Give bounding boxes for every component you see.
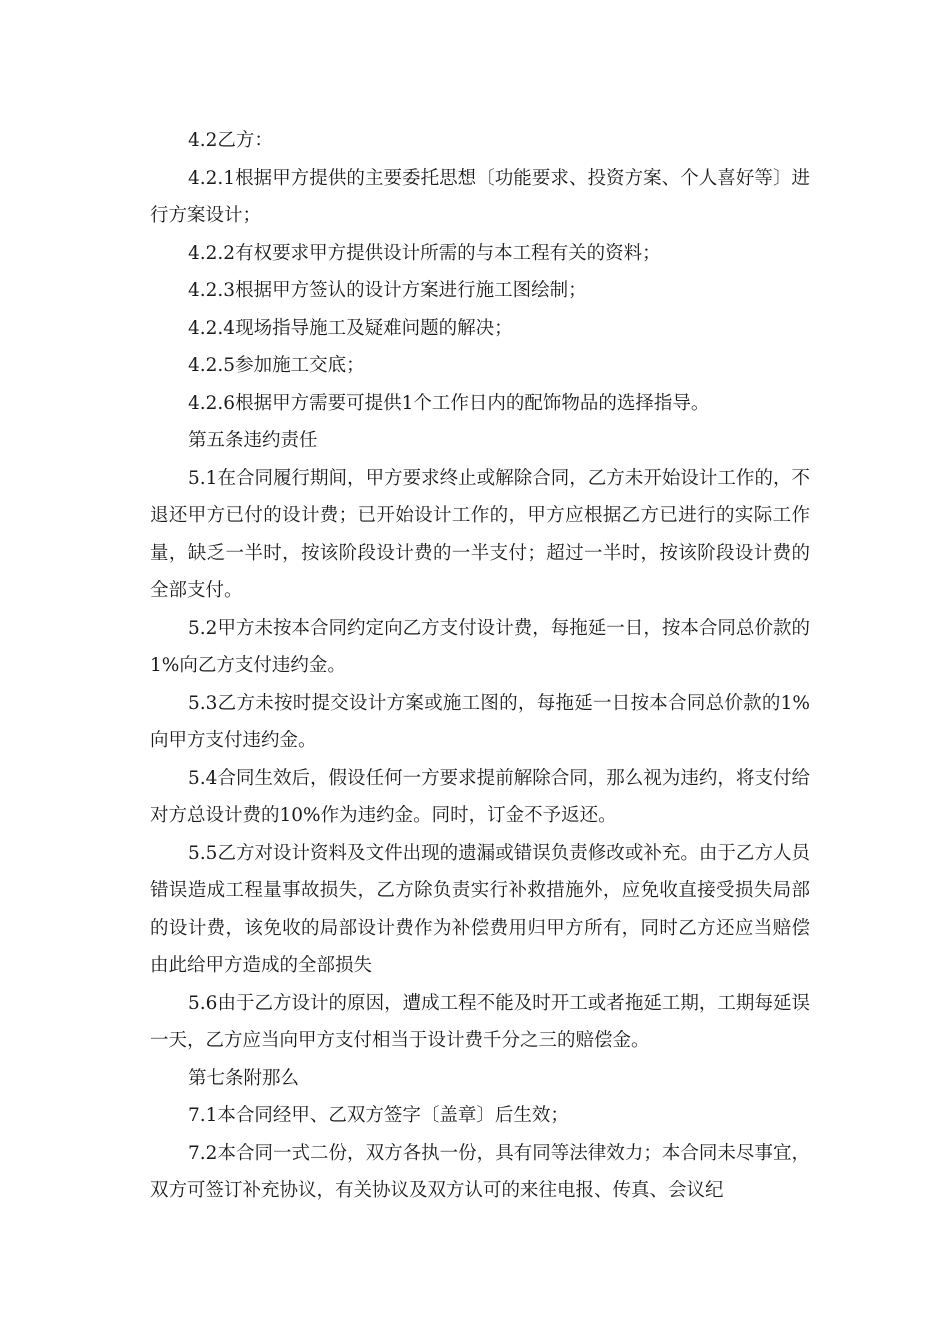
clause-7-2: 7.2本合同一式二份，双方各执一份，具有同等法律效力；本合同未尽事宜，双方可签订补充协议，有关协议及双方认可的来往电报、传真、会议纪 xyxy=(150,1142,810,1201)
clause-4-2: 4.2乙方： xyxy=(188,130,273,151)
clause-7-1: 7.1本合同经甲、乙双方签字〔盖章〕后生效； xyxy=(188,1105,569,1126)
clause-4-2-6: 4.2.6根据甲方需要可提供1个工作日内的配饰物品的选择指导。 xyxy=(188,392,710,414)
clause-5-5: 5.5乙方对设计资料及文件出现的遗漏或错误负责修改或补充。由于乙方人员错误造成工程量事故损失，乙方除负责实行补救措施外，应免收直接受损失局部的设计费，该免收的局部设计费作为补偿费用归甲方所有，同时乙方还应当赔偿由此给甲方造成的全部损失 xyxy=(150,842,810,976)
clause-5-6: 5.6由于乙方设计的原因，遭成工程不能及时开工或者拖延工期，工期每延误一天，乙方应当向甲方支付相当于设计费千分之三的赔偿金。 xyxy=(150,992,810,1051)
clause-4-2-1: 4.2.1根据甲方提供的主要委托思想〔功能要求、投资方案、个人喜好等〕进行方案设计； xyxy=(150,167,810,226)
document-body xyxy=(150,122,810,1210)
clause-5-4: 5.4合同生效后，假设任何一方要求提前解除合同，那么视为违约，将支付给对方总设计费的10%作为违约金。同时，订金不予返还。 xyxy=(150,767,810,826)
clause-5-2: 5.2甲方未按本合同约定向乙方支付设计费，每拖延一日，按本合同总价款的1%向乙方支付违约金。 xyxy=(150,617,810,676)
clause-4-2-5: 4.2.5参加施工交底； xyxy=(188,355,365,376)
clause-5-1: 5.1在合同履行期间，甲方要求终止或解除合同，乙方未开始设计工作的，不退还甲方已付的设计费；已开始设计工作的，甲方应根据乙方已进行的实际工作量，缺乏一半时，按该阶段设计费的一半支付；超过一半时，按该阶段设计费的全部支付。 xyxy=(150,467,810,601)
article-7-heading: 第七条附那么 xyxy=(188,1067,300,1089)
clause-5-3: 5.3乙方未按时提交设计方案或施工图的，每拖延一日按本合同总价款的1%向甲方支付违约金。 xyxy=(150,692,810,751)
clause-4-2-4: 4.2.4现场指导施工及疑难问题的解决； xyxy=(188,317,513,339)
article-5-heading: 第五条违约责任 xyxy=(188,430,318,451)
clause-4-2-3: 4.2.3根据甲方签认的设计方案进行施工图绘制； xyxy=(188,280,587,301)
clause-4-2-2: 4.2.2有权要求甲方提供设计所需的与本工程有关的资料； xyxy=(188,242,661,264)
